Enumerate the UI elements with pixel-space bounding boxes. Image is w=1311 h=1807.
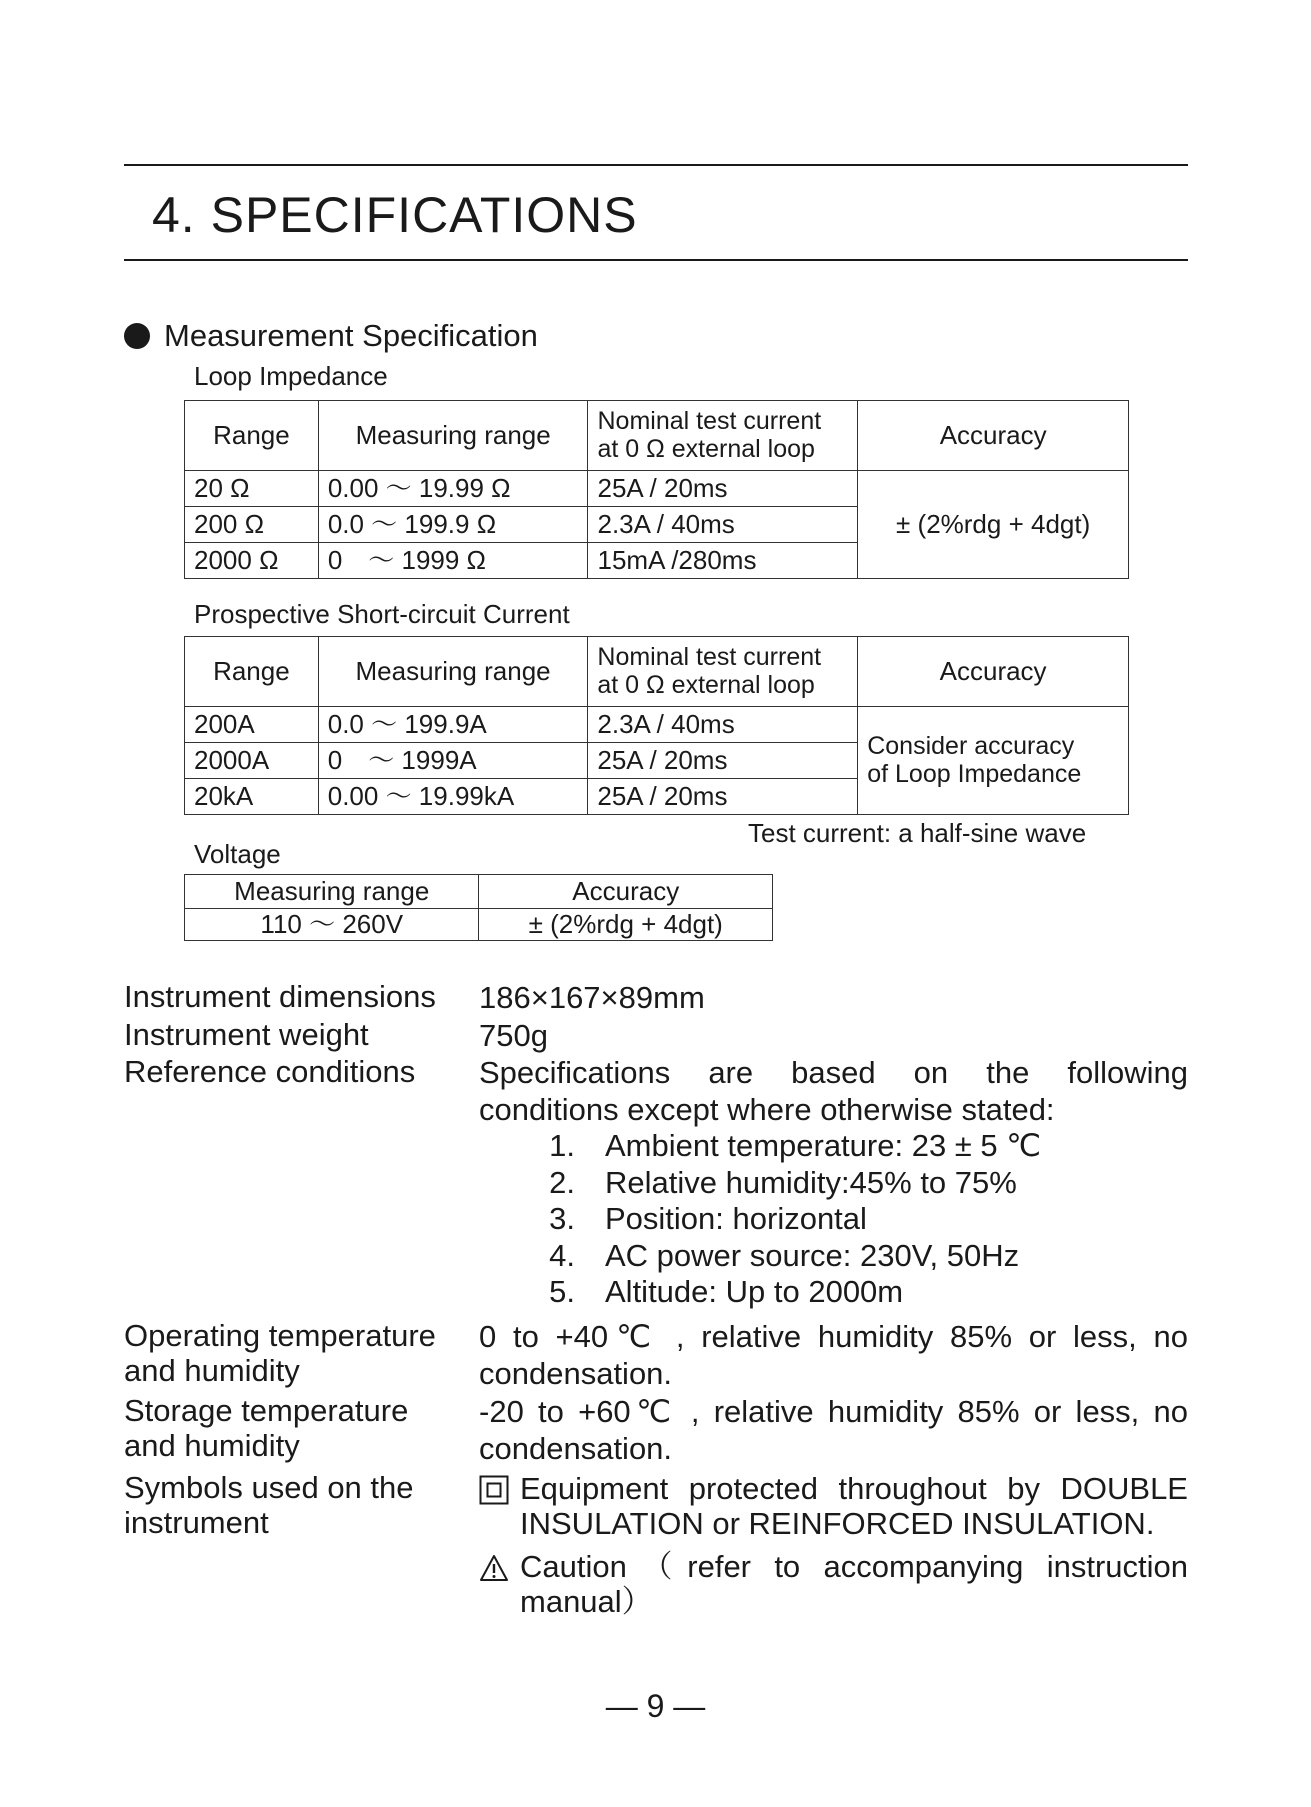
test-current-note: Test current: a half-sine wave [748,818,1087,848]
cell-measuring-range: 110 ～ 260V [185,909,479,941]
title-bottom-rule [124,259,1188,261]
list-item-text: Altitude: Up to 2000m [605,1274,904,1310]
cell-nominal: 2.3A / 40ms [588,707,858,743]
bullet-icon [124,323,150,349]
double-insulation-icon [479,1471,510,1512]
psc-table [184,636,1129,815]
voltage-table [184,874,773,941]
accuracy-line1: Consider accuracy [867,732,1075,760]
weight-value: 750g [479,1018,548,1053]
cell-nominal: 25A / 20ms [588,779,858,815]
header-range: Range [185,401,319,471]
cell-accuracy: ± (2%rdg + 4dgt) [858,471,1129,579]
cell-nominal: 25A / 20ms [588,471,858,507]
header-measuring-range: Measuring range [185,875,479,909]
section-heading [124,318,538,354]
weight-label: Instrument weight [124,1017,369,1052]
page-title: 4. SPECIFICATIONS [152,187,638,243]
storage-label [124,1394,408,1463]
table-header-row [185,401,1129,471]
top-rule [124,164,1188,166]
list-item [479,1165,1188,1202]
cell-range: 2000 Ω [185,543,319,579]
storage-value: -20 to +60℃ , relative humidity 85% or less, no condensation. [479,1394,1188,1466]
table-header-row [185,875,773,909]
cell-range: 20 Ω [185,471,319,507]
operating-label-line2: and humidity [124,1352,300,1388]
caution-icon [479,1549,510,1590]
cell-range: 20kA [185,779,319,815]
double-insulation-text: Equipment protected throughout by DOUBLE INSULATION or REINFORCED INSULATION. [520,1471,1188,1542]
cell-range: 200 Ω [185,507,319,543]
table-row [185,707,1129,743]
list-item [479,1201,1188,1238]
list-item-number: 1. [549,1128,575,1164]
cell-range: 2000A [185,743,319,779]
symbols-label [124,1471,414,1540]
cell-measuring-range: 0 ～ 1999 Ω [318,543,588,579]
table-row [185,471,1129,507]
cell-measuring-range: 0 ～ 1999A [318,743,588,779]
cell-accuracy: ± (2%rdg + 4dgt) [479,909,773,941]
dimensions-label: Instrument dimensions [124,979,436,1014]
storage-label-line2: and humidity [124,1427,300,1463]
symbol-double-insulation [479,1471,1188,1541]
list-item [479,1274,1188,1311]
accuracy-line2: of Loop Impedance [867,759,1082,788]
header-nominal-line1: Nominal test current [597,643,822,671]
symbols-list [479,1471,1188,1619]
list-item-text: AC power source: 230V, 50Hz [605,1237,1020,1273]
cell-measuring-range: 0.0 ～ 199.9 Ω [318,507,588,543]
list-item [479,1128,1188,1165]
cell-measuring-range: 0.0 ～ 199.9A [318,707,588,743]
symbols-label-line1: Symbols used on the [124,1470,414,1505]
reference-conditions [479,1055,1188,1311]
reference-intro: Specifications are based on the following conditions except where otherwise stated: [479,1055,1188,1127]
dimensions-value: 186×167×89mm [479,980,705,1015]
cell-nominal: 2.3A / 40ms [588,507,858,543]
storage-label-line1: Storage temperature [124,1393,409,1428]
cell-range: 200A [185,707,319,743]
table-row [185,909,773,941]
page-number: — 9 — [605,1688,706,1724]
list-item-number: 5. [549,1274,575,1310]
cell-measuring-range: 0.00 ～ 19.99kA [318,779,588,815]
header-measuring-range: Measuring range [318,637,588,707]
voltage-heading: Voltage [194,839,281,869]
operating-value: 0 to +40℃ , relative humidity 85% or less, no condensation. [479,1319,1188,1391]
list-item-text: Relative humidity:45% to 75% [605,1164,1017,1200]
header-range: Range [185,637,319,707]
header-nominal-test-current [588,637,858,707]
section-heading-text: Measurement Specification [164,318,538,353]
table-header-row [185,637,1129,707]
header-nominal-line2: at 0 Ω external loop [597,434,815,463]
caution-text: Caution（refer to accompanying instruction manual） [520,1549,1188,1620]
header-nominal-test-current [588,401,858,471]
symbol-caution [479,1549,1188,1619]
header-accuracy: Accuracy [479,875,773,909]
header-measuring-range: Measuring range [318,401,588,471]
header-accuracy: Accuracy [858,637,1129,707]
cell-measuring-range: 0.00 ～ 19.99 Ω [318,471,588,507]
cell-nominal: 15mA /280ms [588,543,858,579]
header-accuracy: Accuracy [858,401,1129,471]
reference-label: Reference conditions [124,1054,416,1089]
loop-impedance-heading: Loop Impedance [194,361,388,391]
header-nominal-line1: Nominal test current [597,407,822,435]
operating-label-line1: Operating temperature [124,1318,436,1353]
cell-accuracy [858,707,1129,815]
loop-impedance-table [184,400,1129,579]
symbols-label-line2: instrument [124,1504,269,1540]
operating-label [124,1319,436,1388]
psc-heading: Prospective Short-circuit Current [194,599,570,629]
list-item-number: 4. [549,1237,575,1273]
list-item-number: 3. [549,1201,575,1237]
list-item [479,1238,1188,1275]
list-item-number: 2. [549,1164,575,1200]
list-item-text: Position: horizontal [605,1201,867,1237]
cell-nominal: 25A / 20ms [588,743,858,779]
list-item-text: Ambient temperature: 23 ± 5 ℃ [605,1128,1042,1164]
header-nominal-line2: at 0 Ω external loop [597,670,815,699]
